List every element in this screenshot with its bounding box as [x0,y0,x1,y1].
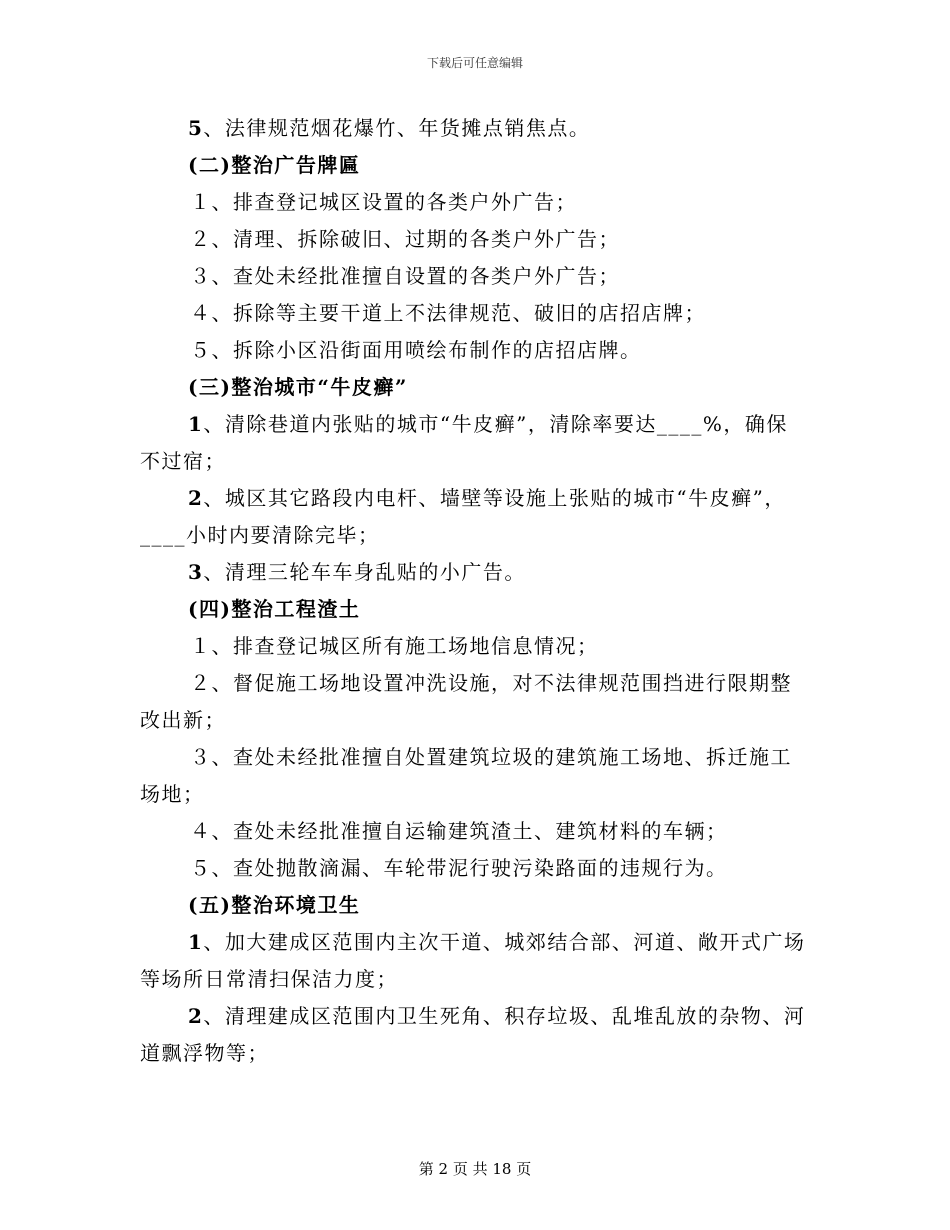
paragraph-line [140,998,810,1035]
item-text: 、清理三轮车车身乱贴的小广告。 [203,560,526,584]
list-item: １、排查登记城区所有施工场地信息情况； [190,634,599,658]
item-number: 1 [188,930,204,954]
paragraph-continuation: 道飘浮物等； [140,1041,269,1065]
item-text: 、法律规范烟花爆竹、年货摊点销焦点。 [203,116,591,140]
item-number: 5 [188,116,204,140]
section-title-2: (二)整治广告牌匾 [188,153,361,177]
paragraph-continuation: 改出新； [140,708,226,732]
paragraph-continuation: 等场所日常清扫保洁力度； [140,967,398,991]
section-title-3: (三)整治城市“牛皮癣” [188,375,408,399]
list-item: ４、查处未经批准擅自运输建筑渣土、建筑材料的车辆； [190,819,728,843]
paragraph-line [140,480,810,517]
section-title-4: (四)整治工程渣土 [188,597,361,621]
list-item: ４、拆除等主要干道上不法律规范、破旧的店招店牌； [190,301,706,325]
item-text: 、清除巷道内张贴的城市“牛皮癣”，清除率要达____%，确保 [203,412,788,436]
paragraph-line [140,924,810,961]
list-item: ５、查处抛散滴漏、车轮带泥行驶污染路面的违规行为。 [190,856,728,880]
list-item: １、排查登记城区设置的各类户外广告； [190,190,577,214]
list-item: ３、查处未经批准擅自设置的各类户外广告； [190,264,620,288]
list-item: ３、查处未经批准擅自处置建筑垃圾的建筑施工场地、拆迁施工 [190,745,792,769]
header-note: 下载后可任意编辑 [426,56,523,70]
item-number: 2 [188,1004,204,1028]
paragraph-continuation: ____小时内要清除完毕； [140,523,380,547]
list-item: ２、督促施工场地设置冲洗设施，对不法律规范围挡进行限期整 [190,671,792,695]
paragraph-continuation: 场地； [140,782,205,806]
item-text: 、城区其它路段内电杆、墙壁等设施上张贴的城市“牛皮癣”， [203,486,786,510]
item-number: 1 [188,412,204,436]
item-number: 3 [188,560,204,584]
paragraph-line [140,406,810,443]
document-body [140,110,810,1072]
paragraph-continuation: 不过宿； [140,449,226,473]
paragraph-item-5 [140,110,810,147]
list-item: ５、拆除小区沿街面用喷绘布制作的店招店牌。 [190,338,642,362]
page-number-footer: 第 2 页 共 18 页 [418,1160,532,1178]
item-text: 、加大建成区范围内主次干道、城郊结合部、河道、敞开式广场 [203,930,806,954]
item-text: 、清理建成区范围内卫生死角、积存垃圾、乱堆乱放的杂物、河 [203,1004,806,1028]
paragraph-line [140,554,810,591]
section-title-5: (五)整治环境卫生 [188,893,361,917]
item-number: 2 [188,486,204,510]
list-item: ２、清理、拆除破旧、过期的各类户外广告； [190,227,620,251]
